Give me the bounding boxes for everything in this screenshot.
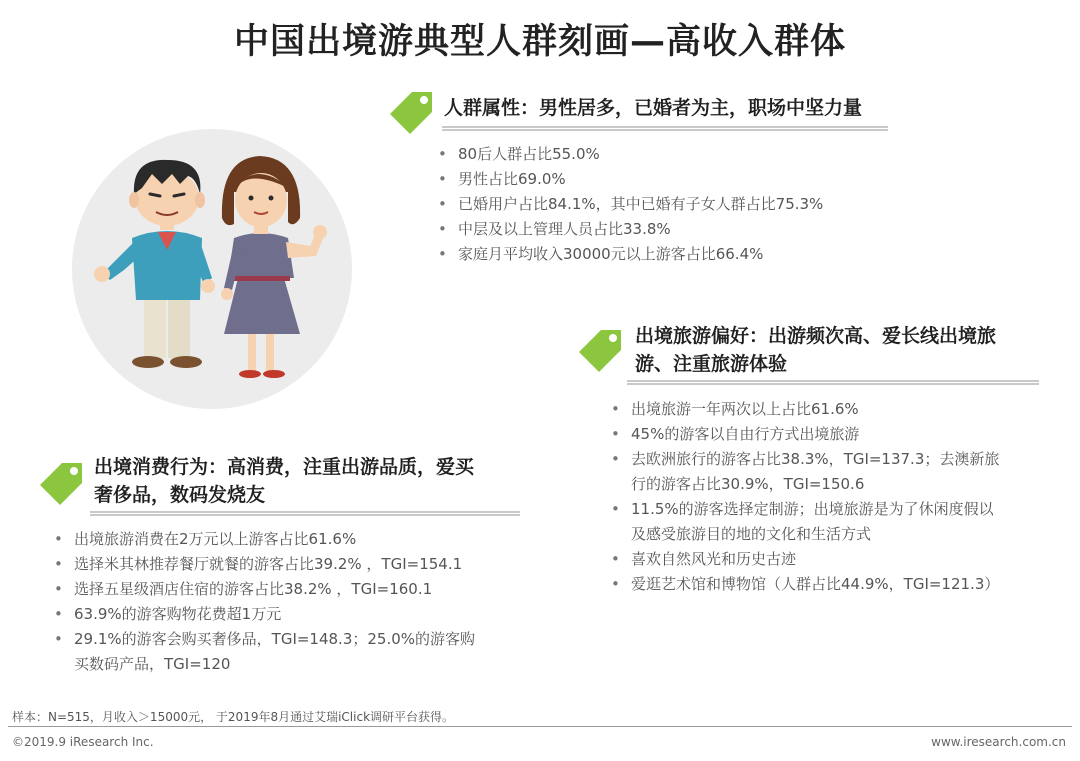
page-title: 中国出境游典型人群刻画—高收入群体 — [233, 22, 846, 62]
list-item: • 出境旅游一年两次以上占比61.6% — [611, 400, 859, 418]
bullet-list — [44, 527, 514, 677]
section-title: 出境消费行为：高消费，注重出游品质，爱买 奢侈品，数码发烧友 — [94, 456, 475, 506]
list-item: • 29.1%的游客会购买奢侈品，TGI=148.3；25.0%的游客购 买数码产品，TGI=120 — [54, 630, 476, 673]
list-item: • 喜欢自然风光和历史古迹 — [611, 550, 797, 568]
list-item: • 出境旅游消费在2万元以上游客占比61.6% — [54, 530, 357, 548]
list-item: • 中层及以上管理人员占比33.8% — [438, 220, 671, 238]
section-spending-behavior — [36, 453, 526, 677]
website-url: www.iresearch.com.cn — [931, 735, 1066, 749]
footer-divider — [8, 726, 1072, 727]
list-item: • 已婚用户占比84.1%，其中已婚有子女人群占比75.3% — [438, 195, 824, 213]
section-header — [386, 88, 906, 126]
title-underline — [442, 126, 888, 131]
title-underline — [90, 511, 520, 516]
list-item: • 选择米其林推荐餐厅就餐的游客占比39.2% ，TGI=154.1 — [54, 555, 463, 573]
list-item: • 45%的游客以自由行方式出境旅游 — [611, 425, 860, 443]
copyright: ©2019.9 iResearch Inc. — [12, 735, 154, 749]
bullet-list — [601, 397, 1041, 597]
list-item: • 11.5%的游客选择定制游；出境旅游是为了休闲度假以 及感受旅游目的地的文化和生活方式 — [611, 500, 994, 543]
couple-illustration — [62, 128, 362, 410]
bullet-list — [428, 142, 906, 267]
list-item: • 去欧洲旅行的游客占比38.3%，TGI=137.3；去澳新旅 行的游客占比30.9%，TGI=150.6 — [611, 450, 1000, 493]
section-header — [575, 322, 1045, 378]
list-item: • 家庭月平均收入30000元以上游客占比66.4% — [438, 245, 764, 263]
section-title: 出境旅游偏好：出游频次高、爱长线出境旅 游、注重旅游体验 — [635, 325, 997, 375]
price-tag-icon — [575, 326, 625, 372]
section-travel-preferences — [575, 322, 1045, 597]
sample-note: 样本：N=515，月收入＞15000元， 于2019年8月通过艾瑞iClick调研平台获得。 — [12, 710, 455, 724]
list-item: • 选择五星级酒店住宿的游客占比38.2% ，TGI=160.1 — [54, 580, 433, 598]
list-item: • 爱逛艺术馆和博物馆（人群占比44.9%，TGI=121.3） — [611, 575, 1000, 593]
list-item: • 男性占比69.0% — [438, 170, 566, 188]
section-crowd-attributes — [386, 88, 906, 267]
section-header — [36, 453, 526, 509]
price-tag-icon — [386, 88, 436, 134]
section-title: 人群属性：男性居多，已婚者为主，职场中坚力量 — [444, 97, 863, 119]
list-item: • 63.9%的游客购物花费超1万元 — [54, 605, 282, 623]
title-underline — [627, 380, 1039, 385]
list-item: • 80后人群占比55.0% — [438, 145, 600, 163]
price-tag-icon — [36, 459, 86, 505]
